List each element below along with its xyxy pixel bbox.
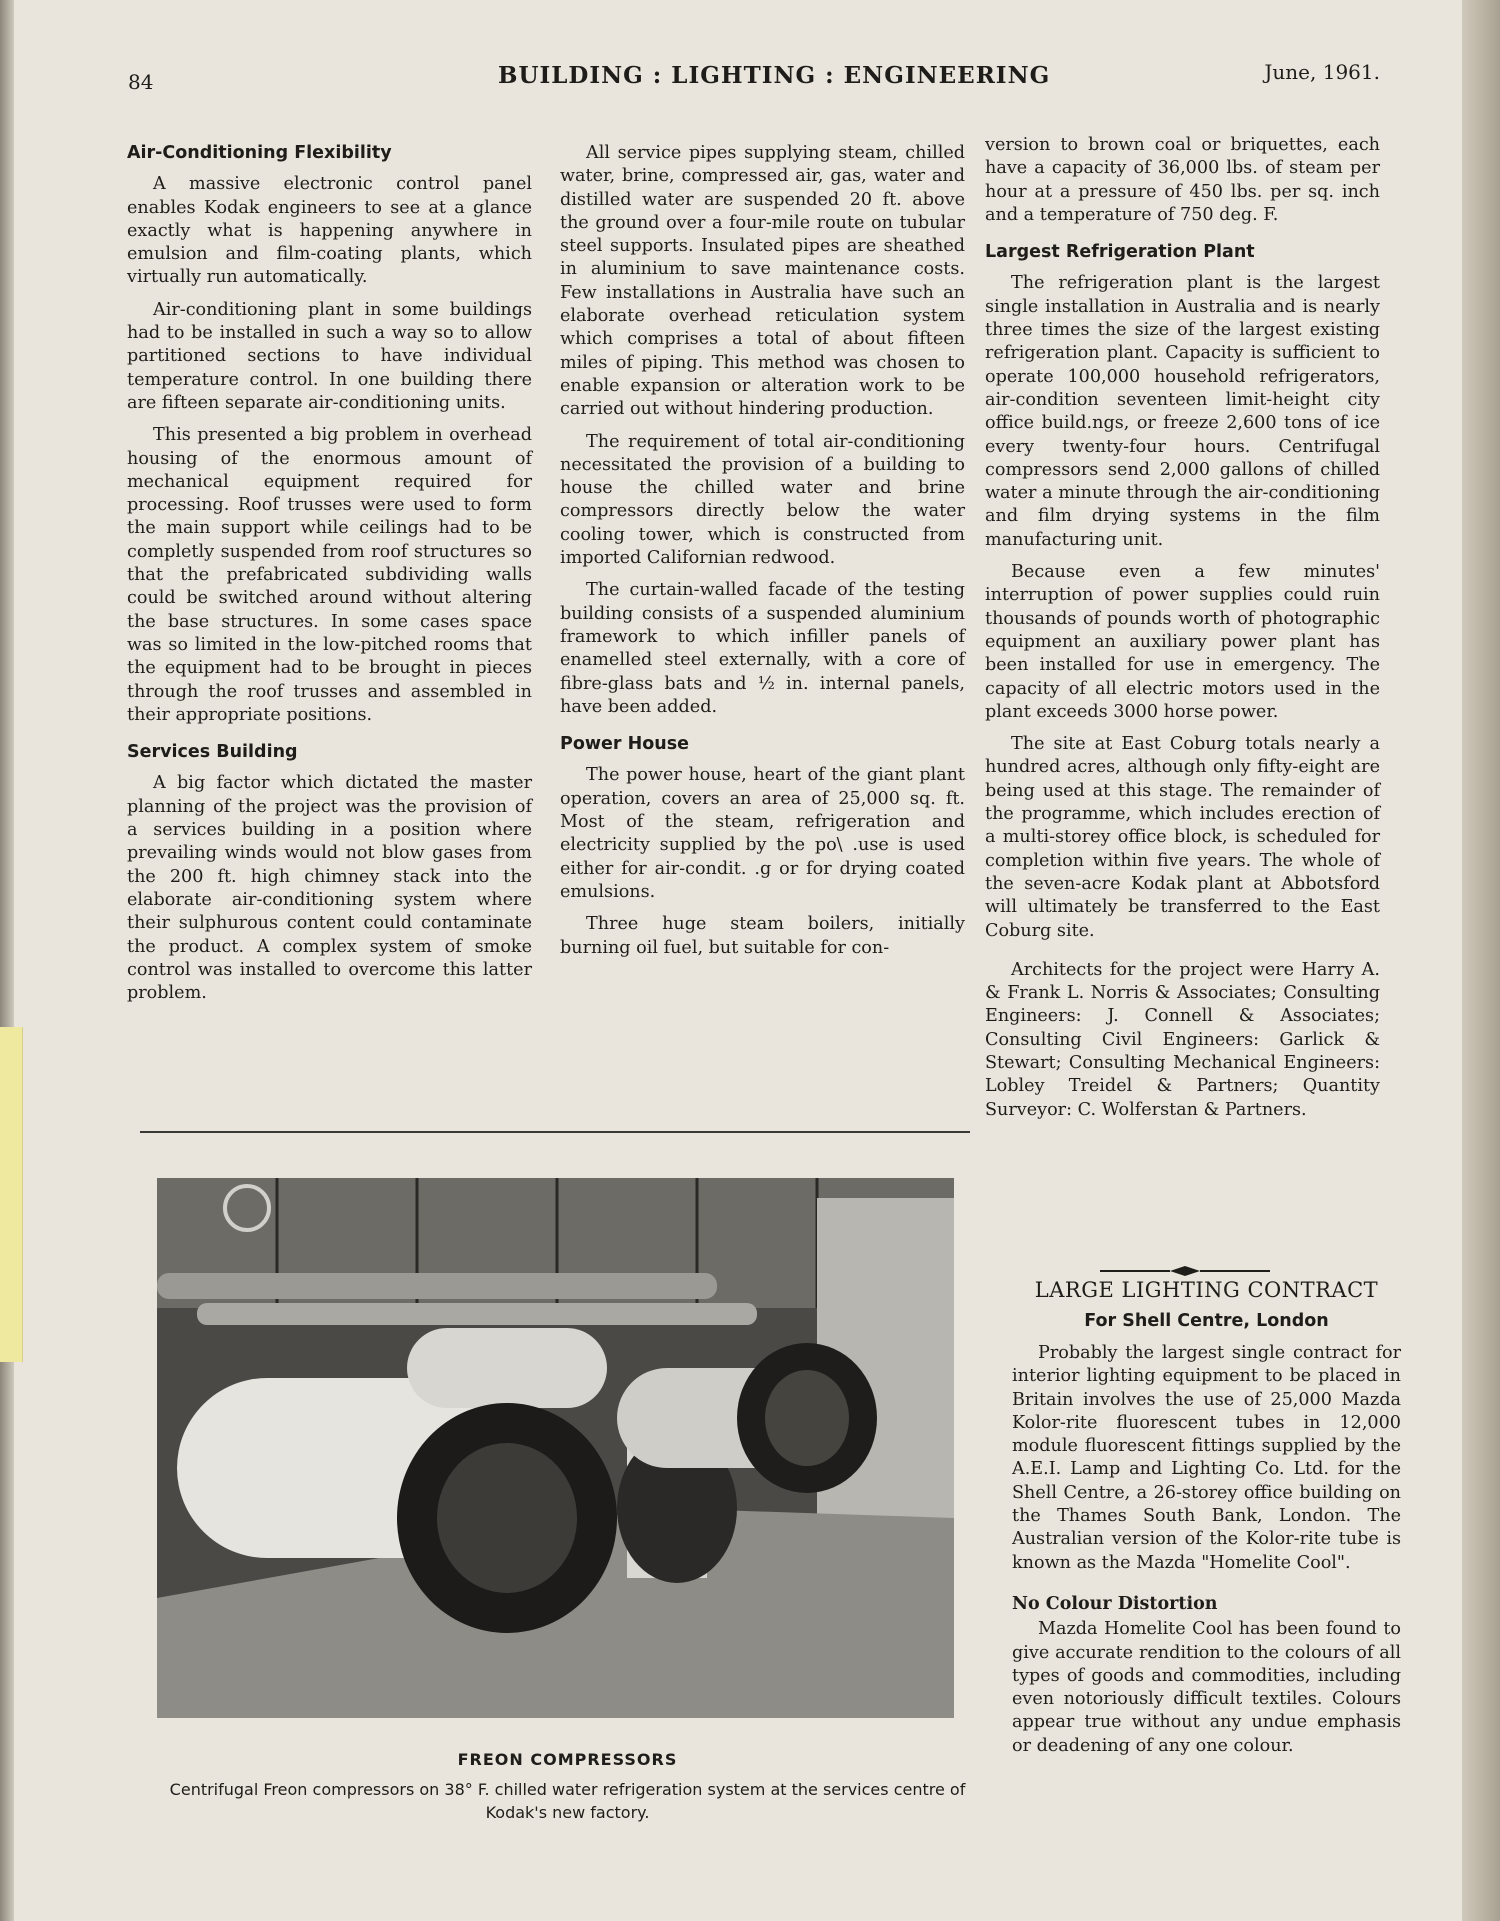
paragraph: This presented a big problem in overhead housing of the enormous amount of mechanical equipment required for processing. Roof trusses were used to form the main support while ceilings had to be completly suspended from roof structures so that the prefabricated subdividing walls could be switched around without altering the base structures. In some cases space was so limited in the low-pitched rooms that the equipment had to be brought in pieces through the roof trusses and assembled in their appropriate positions. [127,425,532,725]
heading-power-house: Power House [560,734,690,755]
section-ornament [1100,1265,1270,1277]
paragraph: The site at East Coburg totals nearly a hundred acres, although only fifty-eight are being used at this stage. The remainder of the programme, which includes erection of a multi-storey office block, is scheduled for completion within five years. The whole of the seven-acre Kodak plant at Abbotsford will ultimately be transferred to the East Coburg site. [985,734,1380,941]
heading-largest-refrigeration-plant: Largest Refrigeration Plant [985,242,1255,263]
column-1 [127,142,532,1014]
section-divider-rule [140,1131,970,1133]
page-number: 84 [128,70,154,94]
paragraph: A big factor which dictated the master planning of the project was the provision of a services building in a position where prevailing winds would not blow gases from the 200 ft. high chimney stack into the elaborate air-conditioning system where their sulphurous content could contaminate the product. A complex system of smoke control was installed to overcome this latter problem. [127,773,532,1004]
paragraph: The requirement of total air-conditioning necessitated the provision of a building to house the chilled water and brine compressors directly below the water cooling tower, which is constructed from imported Californian redwood. [560,431,965,569]
paragraph: Because even a few minutes' interruption of power supplies could ruin thousands of pounds worth of photographic equipment an auxiliary power plant has been installed for use in emergency. The capacity of all electric motors used in the plant exceeds 3000 horse power. [985,562,1380,722]
figure-caption: Centrifugal Freon compressors on 38° F. chilled water refrigeration system at the services centre of Kodak's new factory. [169,1780,966,1822]
heading-services-building: Services Building [127,742,298,763]
paragraph: Three huge steam boilers, initially burning oil fuel, but suitable for con- [560,914,965,958]
paragraph: The refrigeration plant is the largest single installation in Australia and is nearly three times the size of the largest existing refrigeration plant. Capacity is sufficient to operate 100,000 household refrigerators, air-condition seventeen limit-height city office build.ngs, or freeze 2,600 tons of ice every twenty-four hours. Centrifugal compressors send 2,000 gallons of chilled water a minute through the air-conditioning and film drying systems in the film manufacturing unit. [985,273,1380,550]
page-edge-shadow [0,0,14,1921]
heading-air-conditioning-flexibility: Air-Conditioning Flexibility [127,143,392,163]
issue-date: June, 1961. [1264,60,1380,84]
paragraph: The power house, heart of the giant plant operation, covers an area of 25,000 sq. ft. Most of the steam, refrigeration and electricity supplied by the po\ .use is used either for air-condit. .g or for drying coated emulsions. [560,765,965,902]
paragraph: A massive electronic control panel enables Kodak engineers to see at a glance exactly what is happening anywhere in emulsion and film-coating plants, which virtually run automatically. [127,174,532,288]
lighting-contract-subtitle: For Shell Centre, London [1084,1311,1329,1331]
column-3 [985,134,1380,1131]
column-2 [560,142,965,969]
sticky-note-tab [0,1027,23,1362]
freon-compressors-photo [157,1178,954,1718]
paragraph: All service pipes supplying steam, chilled water, brine, compressed air, gas, water and distilled water are suspended 20 ft. above the ground over a four-mile route on tubular steel supports. Insulated pipes are sheathed in aluminium to save maintenance costs. Few installations in Australia have such an elaborate overhead reticulation system which comprises a total of about fifteen miles of piping. This method was chosen to enable expansion or alteration work to be carried out without hindering production. [560,143,965,420]
book-binding [1462,0,1500,1921]
paragraph: Probably the largest single contract for interior lighting equipment to be placed in Britain involves the use of 25,000 Mazda Kolor-rite fluorescent tubes in 12,000 module fluorescent fittings supplied by the A.E.I. Lamp and Lighting Co. Ltd. for the Shell Centre, a 26-storey office building on the Thames South Bank, London. The Australian version of the Kolor-rite tube is known as the Mazda "Homelite Cool". [1012,1343,1401,1573]
paragraph: The curtain-walled facade of the testing building consists of a suspended aluminium framework to which infiller panels of enamelled steel externally, with a core of fibre-glass bats and ½ in. internal panels, have been added. [560,580,965,717]
paragraph: Mazda Homelite Cool has been found to give accurate rendition to the colours of all types of goods and commodities, including even notoriously difficult textiles. Colours appear true without any undue emphasis or deadening of any one colour. [1012,1619,1401,1756]
page-header [128,58,1380,94]
figure-title: FREON COMPRESSORS [457,1750,678,1769]
paragraph: Architects for the project were Harry A. & Frank L. Norris & Associates; Consulting Engineers: J. Connell & Associates; Consulting Civil Engineers: Garlick & Stewart; Consulting Mechanical Engineers: Lobley Treidel & Partners; Quantity Surveyor: C. Wolferstan & Partners. [985,959,1380,1120]
heading-no-colour-distortion: No Colour Distortion [1012,1593,1218,1614]
running-title: BUILDING : LIGHTING : ENGINEERING [498,62,1051,89]
paragraph: Air-conditioning plant in some buildings had to be installed in such a way so to allow partitioned sections to have individual temperature control. In one building there are fifteen separate air-conditioning units. [127,299,532,413]
paragraph: version to brown coal or briquettes, each have a capacity of 36,000 lbs. of steam per hour at a pressure of 450 lbs. per sq. inch and a temperature of 750 deg. F. [985,135,1380,225]
column-4 [1012,1342,1401,1767]
lighting-contract-title: LARGE LIGHTING CONTRACT [1034,1278,1379,1302]
